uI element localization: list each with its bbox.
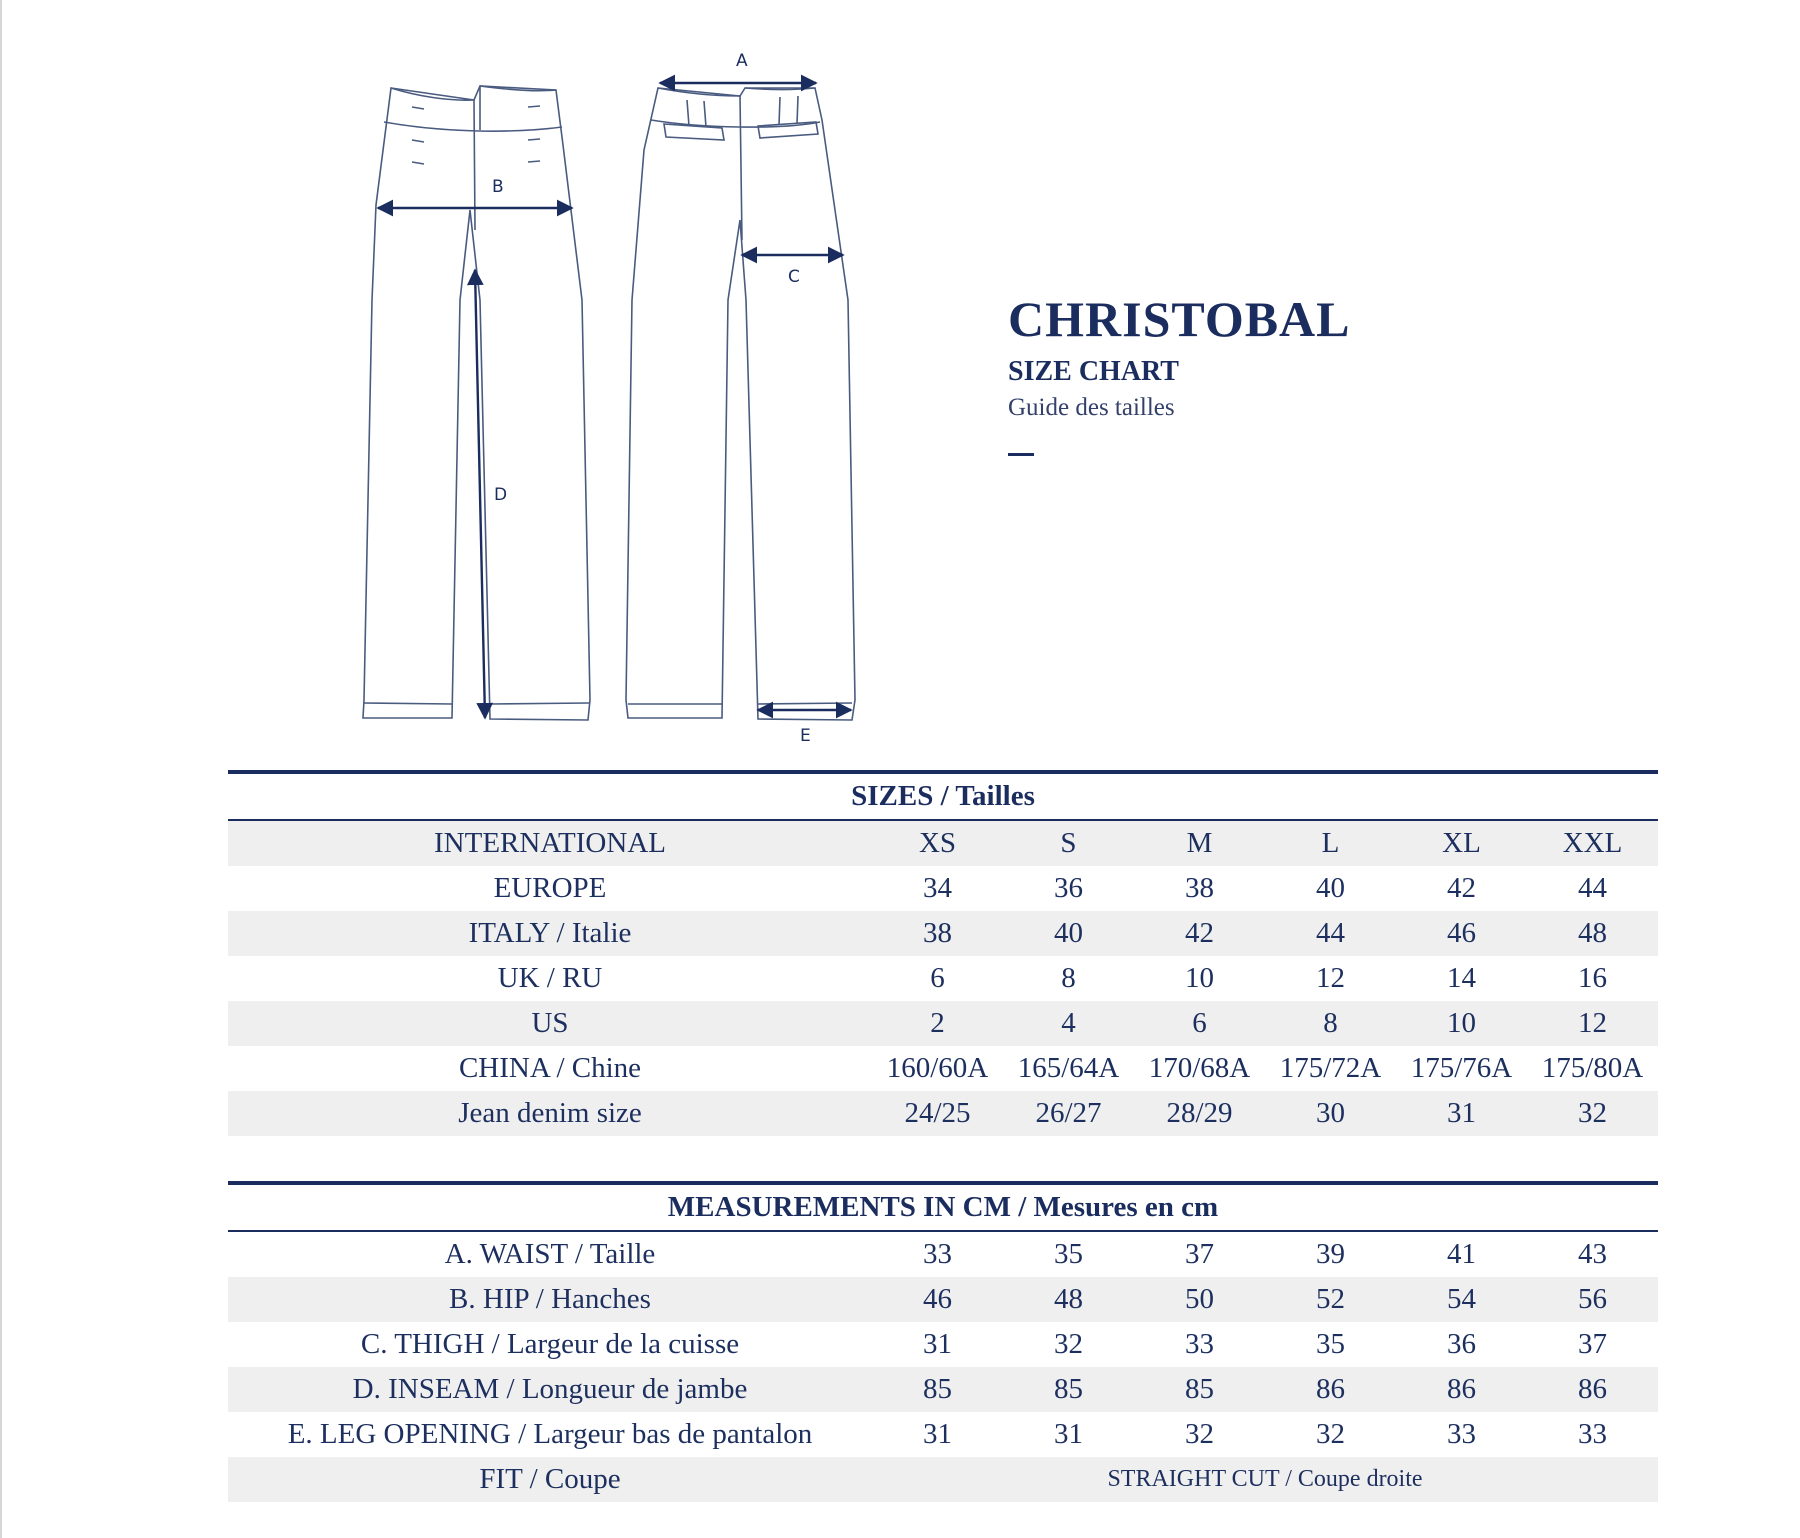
size-cell: 42 <box>1185 917 1214 949</box>
measure-cell: 32 <box>1054 1328 1083 1360</box>
measure-cell: 54 <box>1447 1283 1476 1315</box>
size-cell: XXL <box>1562 827 1623 859</box>
row-label: UK / RU <box>497 962 603 994</box>
size-cell: 28/29 <box>1166 1097 1233 1129</box>
size-cell: 32 <box>1578 1097 1607 1129</box>
measure-cell: 37 <box>1185 1238 1214 1270</box>
front-view-drawing <box>363 86 590 720</box>
measure-cell: 35 <box>1054 1238 1083 1270</box>
size-cell: 42 <box>1447 872 1476 904</box>
measure-cell: 86 <box>1447 1373 1476 1405</box>
size-cell: 4 <box>1061 1007 1076 1039</box>
title-dash <box>1008 453 1034 456</box>
size-cell: 44 <box>1316 917 1345 949</box>
size-chart-heading-fr: Guide des tailles <box>1008 394 1175 421</box>
label-c: C <box>788 267 800 287</box>
label-d: D <box>494 485 508 505</box>
fit-label: FIT / Coupe <box>479 1463 621 1495</box>
measure-cell: 56 <box>1578 1283 1607 1315</box>
size-cell: 6 <box>930 962 945 994</box>
size-cell: L <box>1321 827 1340 859</box>
size-cell: 30 <box>1316 1097 1345 1129</box>
size-cell: XL <box>1442 827 1481 859</box>
measure-cell: 31 <box>923 1328 952 1360</box>
sizes-table-title: SIZES / Tailles <box>851 780 1035 812</box>
table-row <box>228 911 1658 956</box>
size-cell: 170/68A <box>1148 1052 1251 1084</box>
measure-cell: 41 <box>1447 1238 1476 1270</box>
measure-cell: 46 <box>923 1283 952 1315</box>
label-b: B <box>492 177 504 197</box>
back-view-drawing <box>626 88 855 720</box>
measurements-table <box>228 1181 1658 1502</box>
size-cell: 2 <box>930 1007 945 1039</box>
measure-cell: 39 <box>1316 1238 1345 1270</box>
size-cell: 46 <box>1447 917 1476 949</box>
measure-cell: 48 <box>1054 1283 1083 1315</box>
size-cell: 26/27 <box>1035 1097 1102 1129</box>
measure-cell: 85 <box>923 1373 952 1405</box>
trousers-diagram <box>0 0 900 760</box>
measure-cell: 33 <box>1185 1328 1214 1360</box>
brand-title: CHRISTOBAL <box>1008 291 1351 347</box>
table-row <box>228 866 1658 911</box>
measure-cell: 86 <box>1316 1373 1345 1405</box>
size-cell: 36 <box>1054 872 1083 904</box>
size-cell: 14 <box>1447 962 1476 994</box>
measure-cell: 31 <box>1054 1418 1083 1450</box>
measure-cell: 43 <box>1578 1238 1607 1270</box>
label-e: E <box>800 726 811 746</box>
size-cell: 40 <box>1316 872 1345 904</box>
measure-cell: 50 <box>1185 1283 1214 1315</box>
table-row <box>228 1091 1658 1136</box>
size-cell: 40 <box>1054 917 1083 949</box>
size-cell: 175/72A <box>1279 1052 1382 1084</box>
size-cell: 6 <box>1192 1007 1207 1039</box>
size-cell: 10 <box>1185 962 1214 994</box>
sizes-table <box>228 770 1658 1136</box>
measurements-table-title: MEASUREMENTS IN CM / Mesures en cm <box>667 1191 1219 1223</box>
row-label: C. THIGH / Largeur de la cuisse <box>360 1328 740 1360</box>
table-row <box>228 1001 1658 1046</box>
table-row <box>228 1232 1658 1277</box>
table-row <box>228 956 1658 1001</box>
measure-arrow-d <box>475 270 485 718</box>
table-row <box>228 1046 1658 1091</box>
row-label: EUROPE <box>493 872 607 904</box>
row-label: B. HIP / Hanches <box>449 1283 651 1315</box>
measure-cell: 33 <box>923 1238 952 1270</box>
size-cell: 160/60A <box>886 1052 989 1084</box>
label-a: A <box>736 51 748 71</box>
measure-cell: 36 <box>1447 1328 1476 1360</box>
size-cell: 10 <box>1447 1007 1476 1039</box>
measure-cell: 86 <box>1578 1373 1607 1405</box>
row-label: A. WAIST / Taille <box>444 1238 656 1270</box>
row-label: ITALY / Italie <box>468 917 632 949</box>
table-row <box>228 1412 1658 1457</box>
size-cell: S <box>1060 827 1077 859</box>
size-cell: 34 <box>923 872 952 904</box>
measure-cell: 32 <box>1185 1418 1214 1450</box>
size-cell: 165/64A <box>1017 1052 1120 1084</box>
size-cell: M <box>1186 827 1213 859</box>
size-cell: 44 <box>1578 872 1607 904</box>
table-row-fit <box>228 1457 1658 1502</box>
row-label: D. INSEAM / Longueur de jambe <box>352 1373 748 1405</box>
size-cell: 38 <box>923 917 952 949</box>
measure-cell: 33 <box>1578 1418 1607 1450</box>
row-label: Jean denim size <box>458 1097 642 1129</box>
size-chart-heading: SIZE CHART <box>1008 356 1179 387</box>
size-cell: 12 <box>1316 962 1345 994</box>
measure-cell: 85 <box>1054 1373 1083 1405</box>
size-cell: 8 <box>1323 1007 1338 1039</box>
size-cell: 48 <box>1578 917 1607 949</box>
size-cell: XS <box>918 827 957 859</box>
table-row <box>228 821 1658 866</box>
size-cell: 8 <box>1061 962 1076 994</box>
row-label: CHINA / Chine <box>458 1052 642 1084</box>
table-row <box>228 1277 1658 1322</box>
size-cell: 175/80A <box>1541 1052 1644 1084</box>
measure-cell: 33 <box>1447 1418 1476 1450</box>
measure-cell: 37 <box>1578 1328 1607 1360</box>
table-row <box>228 1367 1658 1412</box>
measure-cell: 35 <box>1316 1328 1345 1360</box>
fit-value: STRAIGHT CUT / Coupe droite <box>1107 1466 1423 1492</box>
size-cell: 38 <box>1185 872 1214 904</box>
row-label: US <box>531 1007 569 1039</box>
measure-cell: 52 <box>1316 1283 1345 1315</box>
size-cell: 16 <box>1578 962 1607 994</box>
table-row <box>228 1322 1658 1367</box>
measure-cell: 31 <box>923 1418 952 1450</box>
row-label: E. LEG OPENING / Largeur bas de pantalon <box>287 1418 813 1450</box>
size-cell: 175/76A <box>1410 1052 1513 1084</box>
size-cell: 12 <box>1578 1007 1607 1039</box>
size-cell: 31 <box>1447 1097 1476 1129</box>
measure-cell: 85 <box>1185 1373 1214 1405</box>
row-label: INTERNATIONAL <box>434 827 666 859</box>
size-cell: 24/25 <box>904 1097 971 1129</box>
measure-cell: 32 <box>1316 1418 1345 1450</box>
